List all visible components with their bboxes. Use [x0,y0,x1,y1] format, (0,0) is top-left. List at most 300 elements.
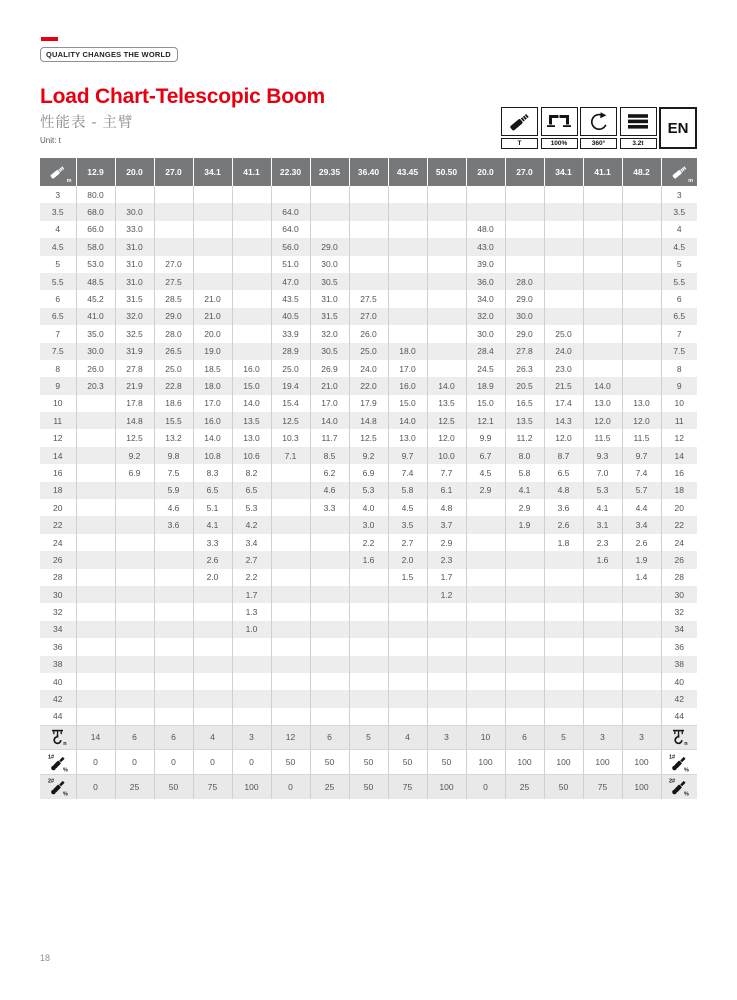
radius-cell: 4.5 [40,238,76,255]
load-cell [427,690,466,707]
load-cell [505,569,544,586]
language-badge: EN [659,107,697,149]
load-cell [76,586,115,603]
radius-cell: 3 [55,189,61,200]
load-cell [544,656,583,673]
load-cell: 43.5 [271,290,310,307]
load-cell [310,586,349,603]
load-cell [466,673,505,690]
load-cell [349,673,388,690]
load-cell: 21.5 [544,377,583,394]
config-slewing-label: 360° [580,138,617,149]
table-row [40,482,697,499]
load-cell [466,534,505,551]
load-cell [583,308,622,325]
load-cell [427,708,466,725]
load-cell [466,586,505,603]
load-cell: 1.3 [232,603,271,620]
load-cell [193,638,232,655]
load-cell: 48.0 [466,221,505,238]
load-cell: 27.0 [349,308,388,325]
load-cell: 5.1 [193,499,232,516]
load-cell [544,569,583,586]
footer-value-cell: 6 [505,725,544,750]
footer-value-cell: 10 [466,725,505,750]
load-cell: 8.3 [193,464,232,481]
load-cell [544,256,583,273]
load-cell: 28.9 [271,343,310,360]
load-cell: 5.3 [583,482,622,499]
load-cell: 2.0 [388,551,427,568]
load-cell: 17.4 [544,395,583,412]
load-cell: 1.7 [427,569,466,586]
load-cell: 20.0 [193,325,232,342]
footer-value-cell: 50 [310,750,349,775]
load-cell: 20.5 [505,377,544,394]
load-cell: 12.0 [583,412,622,429]
load-cell [427,203,466,220]
load-cell [232,290,271,307]
load-cell [544,708,583,725]
load-cell [271,690,310,707]
load-cell: 4.1 [583,499,622,516]
load-cell [583,186,622,203]
table-row [40,221,697,238]
load-cell: 3.4 [622,516,661,533]
load-cell [349,586,388,603]
load-cell [310,203,349,220]
meter-subscript: m [688,177,693,184]
footer-value-cell: 100 [466,750,505,775]
load-cell [427,256,466,273]
radius-cell: 4 [55,224,61,235]
load-cell [115,603,154,620]
load-cell [349,203,388,220]
load-cell: 12.5 [271,412,310,429]
load-cell: 3.6 [154,516,193,533]
load-cell: 18.0 [388,343,427,360]
load-cell [193,656,232,673]
load-cell: 2.6 [622,534,661,551]
load-cell: 15.0 [388,395,427,412]
load-cell: 26.9 [310,360,349,377]
radius-cell: 36 [661,638,697,655]
load-cell [622,708,661,725]
boom-length-header: 29.35 [310,158,349,186]
radius-cell: 44 [53,711,63,722]
counterweight-icon [620,107,657,136]
load-cell [583,586,622,603]
load-cell [622,308,661,325]
load-cell [193,603,232,620]
load-cell: 16.0 [193,412,232,429]
load-cell [544,586,583,603]
boom-length-header: 34.1 [544,158,583,186]
footer-value-cell: 50 [154,774,193,799]
load-cell: 30.0 [505,308,544,325]
load-cell: 9.3 [583,447,622,464]
hook-parts-of-line-icon [661,725,697,750]
load-cell: 9.2 [115,447,154,464]
load-cell: 13.5 [232,412,271,429]
table-row [40,412,697,429]
load-cell: 32.5 [115,325,154,342]
footer-value-cell: 50 [427,750,466,775]
load-cell [466,708,505,725]
load-cell [232,325,271,342]
load-cell [388,325,427,342]
load-cell [232,343,271,360]
footer-value-cell: 12 [271,725,310,750]
load-cell [505,186,544,203]
load-cell [505,534,544,551]
table-row [40,569,697,586]
load-cell: 15.0 [232,377,271,394]
radius-cell: 3.5 [661,203,697,220]
load-cell [505,690,544,707]
load-cell: 12.5 [115,429,154,446]
load-cell: 6.5 [544,464,583,481]
load-cell: 31.0 [115,273,154,290]
load-cell [154,569,193,586]
load-chart-table-wrap [40,158,697,799]
telescope-section-1-icon [661,750,697,775]
table-row [40,186,697,203]
load-cell [427,221,466,238]
load-cell [76,412,115,429]
load-cell: 2.3 [427,551,466,568]
load-cell: 31.9 [115,343,154,360]
load-cell: 7.7 [427,464,466,481]
load-cell [388,256,427,273]
radius-cell: 6 [55,294,61,305]
configuration-icons [501,107,697,149]
load-cell [193,238,232,255]
load-cell: 22.0 [349,377,388,394]
load-cell: 13.2 [154,429,193,446]
load-cell: 6.9 [115,464,154,481]
load-cell: 24.0 [349,360,388,377]
load-cell [388,708,427,725]
load-cell [193,273,232,290]
load-cell [427,656,466,673]
footer-value-cell: 6 [115,725,154,750]
radius-cell: 24 [661,534,697,551]
load-cell [193,586,232,603]
load-cell: 53.0 [76,256,115,273]
load-cell: 16.0 [232,360,271,377]
load-cell: 3.5 [388,516,427,533]
load-cell [232,238,271,255]
load-cell [271,482,310,499]
load-cell: 14.8 [115,412,154,429]
radius-cell: 24 [53,537,63,548]
load-cell [349,238,388,255]
radius-cell: 5.5 [40,273,76,290]
radius-cell: 20 [53,502,63,513]
load-cell [76,482,115,499]
telescope-section-1-icon [40,750,76,775]
load-cell [271,586,310,603]
load-cell: 13.0 [232,429,271,446]
load-cell: 8.7 [544,447,583,464]
load-cell: 8.0 [505,447,544,464]
radius-cell: 7 [661,325,697,342]
load-cell: 6.5 [193,482,232,499]
load-cell: 27.5 [349,290,388,307]
load-cell: 32.0 [310,325,349,342]
svg-text:2#: 2# [47,778,54,785]
load-cell: 9.8 [154,447,193,464]
footer-value-cell: 0 [193,750,232,775]
radius-cell: 7.5 [661,343,697,360]
load-cell [349,708,388,725]
page-title: Load Chart-Telescopic Boom [40,85,325,108]
load-cell: 31.0 [115,238,154,255]
load-cell: 39.0 [466,256,505,273]
load-cell: 11.7 [310,429,349,446]
load-cell [349,186,388,203]
load-cell: 2.9 [427,534,466,551]
radius-cell: 32 [53,607,63,618]
load-cell: 7.5 [154,464,193,481]
load-cell [583,325,622,342]
radius-cell: 4 [661,221,697,238]
load-cell: 28.5 [154,290,193,307]
load-cell: 12.5 [349,429,388,446]
load-cell [505,638,544,655]
load-cell: 4.8 [544,482,583,499]
load-cell: 4.4 [622,499,661,516]
load-cell [466,516,505,533]
load-cell: 34.0 [466,290,505,307]
load-cell [76,621,115,638]
svg-text:1#: 1# [47,754,54,760]
load-cell: 14.8 [349,412,388,429]
footer-value-cell: 4 [388,725,427,750]
radius-cell: 3 [661,186,697,203]
load-cell [115,516,154,533]
load-cell: 80.0 [76,186,115,203]
load-cell [583,656,622,673]
radius-cell: 10 [53,398,63,409]
load-cell [544,621,583,638]
load-cell [271,464,310,481]
load-cell: 4.1 [505,482,544,499]
load-cell: 2.7 [388,534,427,551]
load-cell: 9.2 [349,447,388,464]
load-cell: 9.9 [466,429,505,446]
load-cell [622,273,661,290]
load-cell [349,273,388,290]
load-cell: 18.0 [193,377,232,394]
load-cell: 5.8 [505,464,544,481]
load-cell [232,273,271,290]
footer-value-cell: 100 [544,750,583,775]
footer-value-cell: 50 [271,750,310,775]
load-cell: 2.9 [466,482,505,499]
load-cell: 2.6 [544,516,583,533]
load-cell: 12.0 [544,429,583,446]
radius-cell: 40 [53,676,63,687]
load-cell: 22.8 [154,377,193,394]
load-cell [310,638,349,655]
load-cell: 33.9 [271,325,310,342]
load-cell: 1.8 [544,534,583,551]
load-cell [544,273,583,290]
load-cell: 3.6 [544,499,583,516]
load-cell: 36.0 [466,273,505,290]
load-cell [271,603,310,620]
load-cell [505,708,544,725]
load-cell: 30.0 [115,203,154,220]
load-cell [427,360,466,377]
load-cell: 14.0 [388,412,427,429]
load-cell: 28.4 [466,343,505,360]
load-cell [76,395,115,412]
load-cell: 8.5 [310,447,349,464]
load-cell [583,203,622,220]
load-cell [76,656,115,673]
load-cell: 6.9 [349,464,388,481]
load-cell [622,673,661,690]
load-cell [388,273,427,290]
load-cell: 10.6 [232,447,271,464]
load-cell [583,690,622,707]
boom-length-header-icon [40,158,76,186]
load-cell [505,551,544,568]
load-cell [271,673,310,690]
footer-value-cell: 3 [427,725,466,750]
load-cell [583,621,622,638]
table-row [40,256,697,273]
radius-cell: 4.5 [661,238,697,255]
footer-value-cell: 6 [154,725,193,750]
telescopic-boom-icon [501,107,538,136]
load-cell [388,656,427,673]
load-cell [76,429,115,446]
load-cell: 10.3 [271,429,310,446]
load-cell: 4.8 [427,499,466,516]
table-row [40,238,697,255]
radius-cell: 22 [661,516,697,533]
load-cell [505,221,544,238]
table-row [40,673,697,690]
load-cell: 13.0 [622,395,661,412]
config-counterweight [620,107,657,149]
load-cell: 33.0 [115,221,154,238]
load-cell: 27.0 [154,256,193,273]
radius-cell: 14 [40,447,76,464]
page-number: 18 [40,953,51,963]
footer-row [40,750,697,775]
load-cell [115,673,154,690]
load-cell: 17.0 [193,395,232,412]
load-cell [583,256,622,273]
load-cell: 45.2 [76,290,115,307]
load-cell: 18.6 [154,395,193,412]
load-cell [76,569,115,586]
load-cell: 27.8 [505,343,544,360]
load-cell: 30.0 [76,343,115,360]
load-cell [310,516,349,533]
load-cell [427,273,466,290]
load-cell: 32.0 [115,308,154,325]
radius-cell: 40 [661,673,697,690]
radius-cell: 34 [661,621,697,638]
config-boom-label: T [501,138,538,149]
load-cell [154,586,193,603]
load-cell: 5.3 [349,482,388,499]
load-cell [310,551,349,568]
load-cell: 11.2 [505,429,544,446]
footer-value-cell: 0 [232,750,271,775]
load-cell: 66.0 [76,221,115,238]
load-cell [154,551,193,568]
load-cell [427,186,466,203]
load-cell: 56.0 [271,238,310,255]
load-cell [349,603,388,620]
boom-length-header: 20.0 [466,158,505,186]
radius-cell: 3.5 [40,203,76,220]
load-cell [466,656,505,673]
load-cell: 8.2 [232,464,271,481]
table-row [40,656,697,673]
load-cell: 19.0 [193,343,232,360]
outriggers-icon [541,107,578,136]
load-cell: 19.4 [271,377,310,394]
load-cell [622,325,661,342]
radius-cell: 42 [661,690,697,707]
radius-cell: 18 [661,482,697,499]
load-cell: 31.5 [115,290,154,307]
unit-label: Unit: t [40,136,61,145]
table-row [40,429,697,446]
table-row [40,273,697,290]
load-cell: 1.6 [583,551,622,568]
load-cell: 43.0 [466,238,505,255]
load-cell: 12.1 [466,412,505,429]
load-cell [505,203,544,220]
load-cell [583,360,622,377]
table-row [40,638,697,655]
load-cell [583,343,622,360]
footer-value-cell: 100 [622,750,661,775]
load-cell: 51.0 [271,256,310,273]
load-cell [271,551,310,568]
load-cell: 1.2 [427,586,466,603]
load-cell: 7.0 [583,464,622,481]
footer-value-cell: 25 [505,774,544,799]
load-cell [388,308,427,325]
config-slewing [580,107,617,149]
table-row [40,395,697,412]
load-cell [544,221,583,238]
radius-cell: 12 [53,433,63,444]
meter-subscript: m [66,177,72,184]
load-cell [76,534,115,551]
footer-value-cell: 75 [583,774,622,799]
load-cell: 26.0 [349,325,388,342]
footer-value-cell: 50 [388,750,427,775]
load-cell: 2.6 [193,551,232,568]
load-cell: 6.7 [466,447,505,464]
load-cell: 25.0 [271,360,310,377]
load-cell [349,569,388,586]
load-cell: 24.5 [466,360,505,377]
load-cell [505,656,544,673]
header-row [40,158,697,186]
